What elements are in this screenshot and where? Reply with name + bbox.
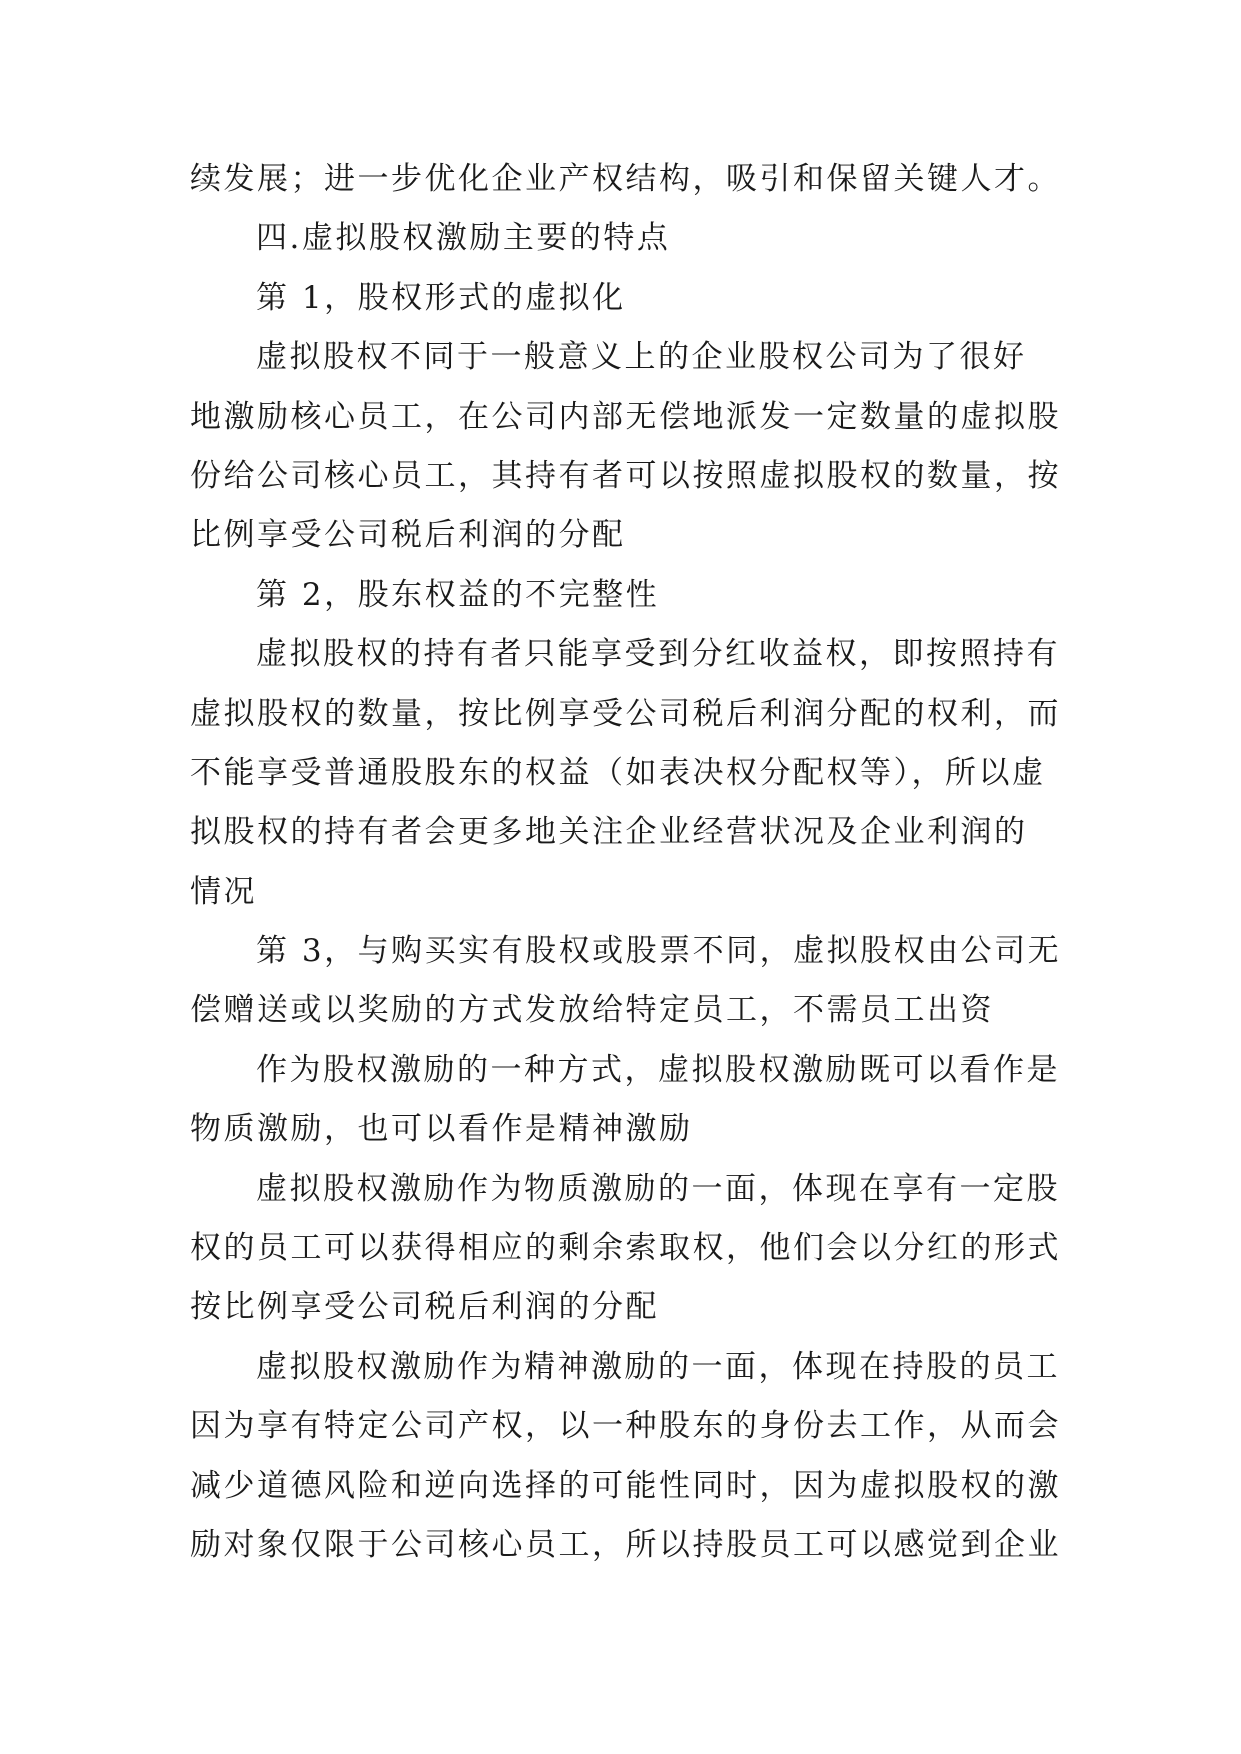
subheading: 第 2，股东权益的不完整性 xyxy=(256,576,660,613)
text-line: 不能享受普通股股东的权益（如表决权分配权等），所以虚 xyxy=(190,754,1046,791)
text-line: 比例享受公司税后利润的分配 xyxy=(190,517,626,554)
text-line: 份给公司核心员工，其持有者可以按照虚拟股权的数量，按 xyxy=(190,457,1061,494)
text-line: 虚拟股权激励作为物质激励的一面，体现在享有一定股 xyxy=(256,1170,1060,1207)
subheading: 第 1，股权形式的虚拟化 xyxy=(256,279,626,316)
text-line: 虚拟股权的持有者只能享受到分红收益权，即按照持有 xyxy=(256,636,1060,673)
text-line: 地激励核心员工，在公司内部无偿地派发一定数量的虚拟股 xyxy=(190,398,1061,435)
text-line: 物质激励，也可以看作是精神激励 xyxy=(190,1111,693,1148)
text-line: 情况 xyxy=(190,873,257,910)
text-line: 减少道德风险和逆向选择的可能性同时，因为虚拟股权的激 xyxy=(190,1467,1061,1504)
text-line: 虚拟股权的数量，按比例享受公司税后利润分配的权利，而 xyxy=(190,695,1061,732)
document-body xyxy=(190,150,1062,1575)
text-line: 第 3，与购买实有股权或股票不同，虚拟股权由公司无 xyxy=(256,933,1062,970)
text-line: 权的员工可以获得相应的剩余索取权，他们会以分红的形式 xyxy=(190,1230,1061,1267)
text-line: 虚拟股权激励作为精神激励的一面，体现在持股的员工 xyxy=(256,1348,1060,1385)
text-line: 拟股权的持有者会更多地关注企业经营状况及企业利润的 xyxy=(190,814,1028,851)
text-line: 因为享有特定公司产权，以一种股东的身份去工作，从而会 xyxy=(190,1408,1061,1445)
text-line: 虚拟股权不同于一般意义上的企业股权公司为了很好 xyxy=(256,339,1027,376)
text-line: 励对象仅限于公司核心员工，所以持股员工可以感觉到企业 xyxy=(190,1526,1061,1563)
text-line: 按比例享受公司税后利润的分配 xyxy=(190,1289,659,1326)
section-heading: 四.虚拟股权激励主要的特点 xyxy=(256,220,671,257)
text-line: 续发展；进一步优化企业产权结构，吸引和保留关键人才。 xyxy=(190,161,1061,197)
text-line: 偿赠送或以奖励的方式发放给特定员工，不需员工出资 xyxy=(190,992,994,1029)
text-line: 作为股权激励的一种方式，虚拟股权激励既可以看作是 xyxy=(256,1051,1060,1088)
